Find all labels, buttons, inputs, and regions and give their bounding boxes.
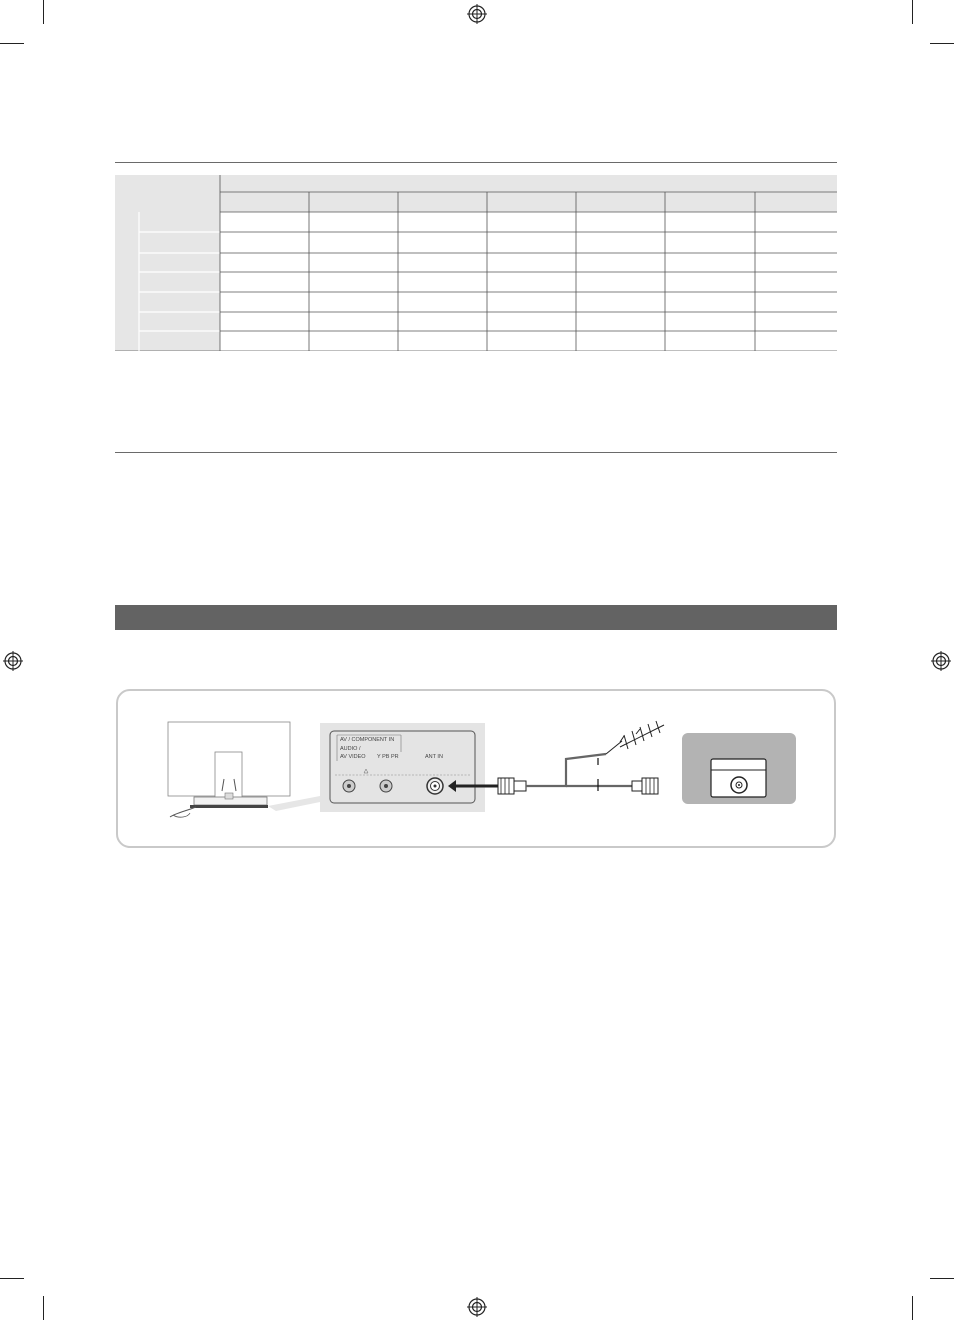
registration-mark-icon: [467, 1297, 487, 1317]
tv-rear-icon: [168, 722, 320, 817]
spec-table: [115, 175, 837, 351]
audio-label: AUDIO /: [340, 746, 361, 752]
antenna-connection-diagram: [116, 689, 836, 848]
registration-mark-icon: [3, 651, 23, 671]
ant-in-label: ANT IN: [425, 754, 443, 760]
audio-jack-icon: [343, 780, 355, 792]
crop-mark: [0, 43, 24, 44]
crop-mark: [43, 0, 44, 24]
registration-mark-icon: [467, 4, 487, 24]
crop-mark: [930, 1278, 954, 1279]
crop-mark: [930, 43, 954, 44]
crop-mark: [0, 1278, 24, 1279]
crop-mark: [912, 0, 913, 24]
coax-cable-icon: [498, 754, 658, 794]
divider-line: [115, 162, 837, 163]
av-video-label: AV VIDEO: [340, 754, 366, 760]
panel-heading-label: AV / COMPONENT IN: [340, 737, 395, 743]
ant-in-jack-icon: [427, 778, 443, 794]
antenna-icon: [606, 721, 664, 754]
crop-mark: [912, 1296, 913, 1320]
divider-line: [115, 452, 837, 453]
component-labels: Y PB PR: [377, 754, 399, 760]
wall-socket-icon: [682, 733, 796, 804]
registration-mark-icon: [931, 651, 951, 671]
component-jack-icon: [380, 780, 392, 792]
crop-mark: [43, 1296, 44, 1320]
section-heading-bar: [115, 605, 837, 630]
